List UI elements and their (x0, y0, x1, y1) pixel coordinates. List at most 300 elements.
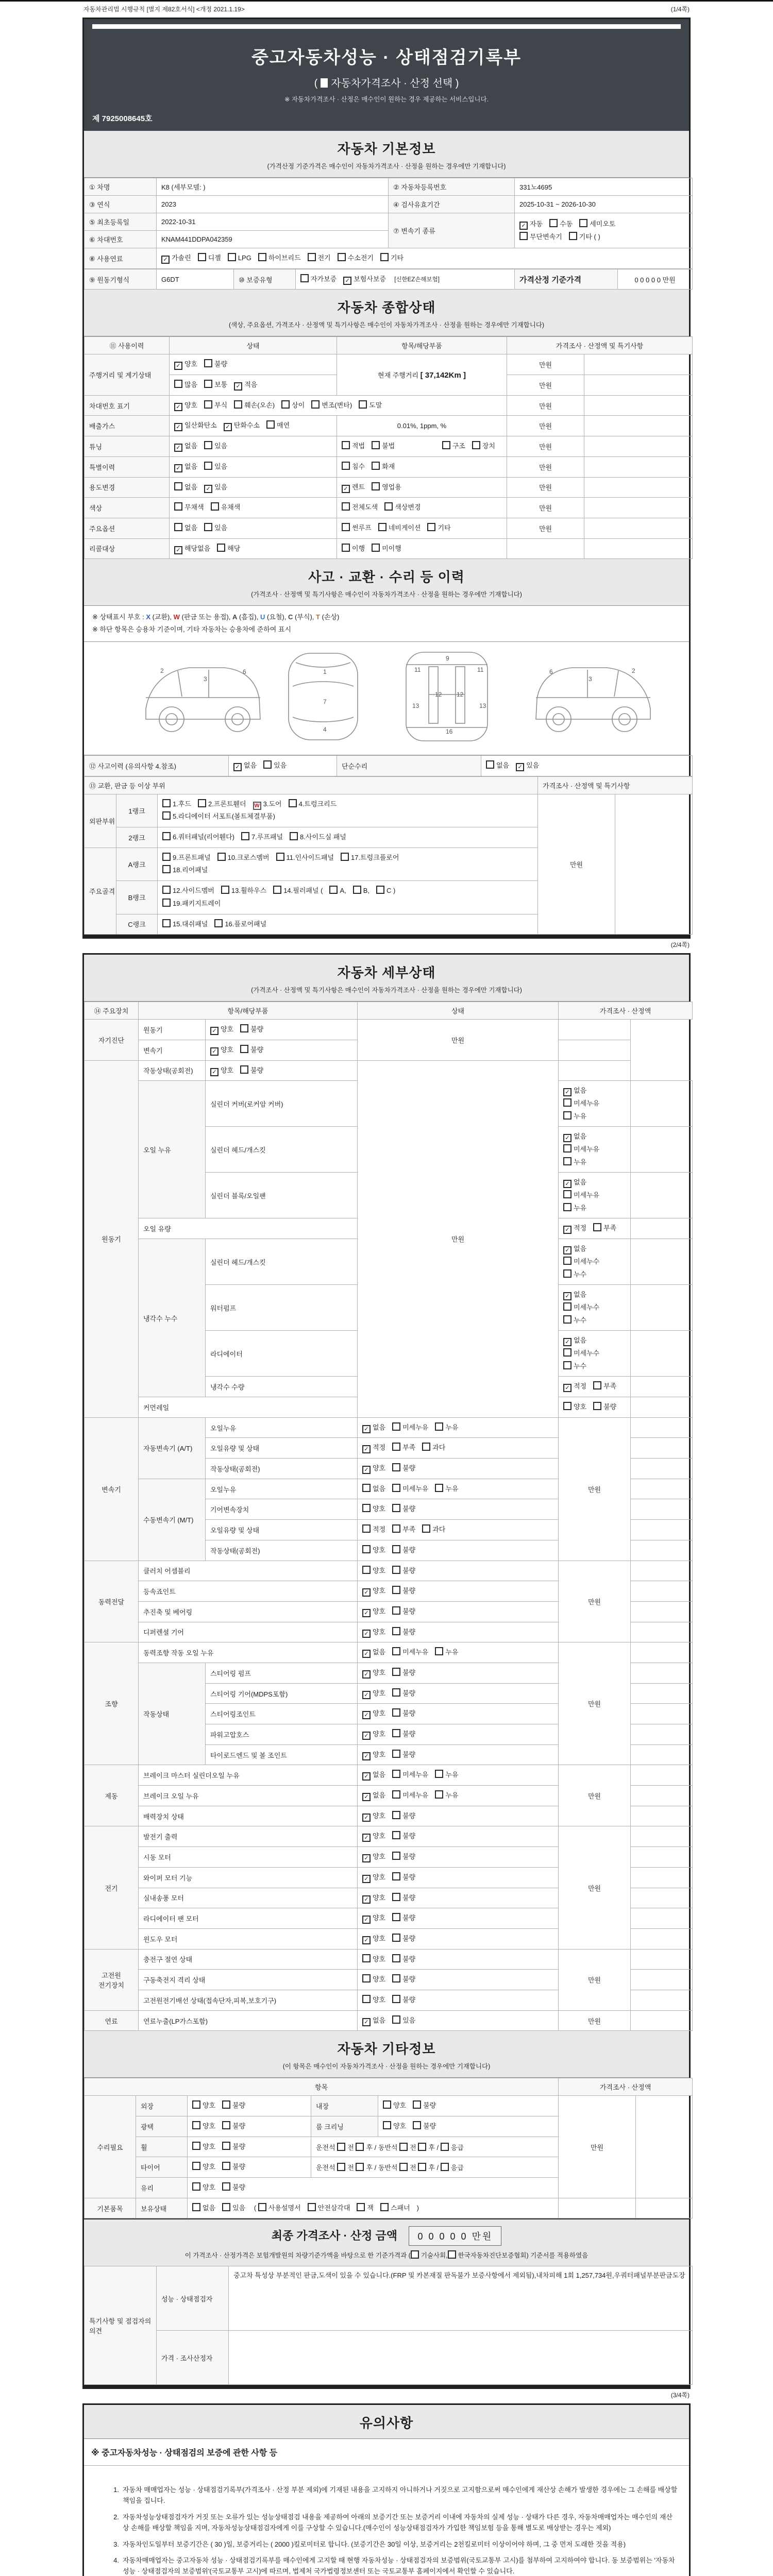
checkbox-option[interactable] (359, 399, 382, 412)
checkbox[interactable] (435, 1790, 443, 1799)
checkbox[interactable] (362, 1566, 371, 1574)
checkbox[interactable] (192, 2182, 200, 2191)
checkbox-option[interactable] (362, 1667, 385, 1680)
checkbox[interactable] (372, 441, 380, 449)
checkbox[interactable] (593, 1381, 601, 1389)
checkbox[interactable] (341, 853, 349, 861)
checkbox[interactable]: ✓ (343, 277, 351, 285)
checkbox[interactable] (563, 1269, 572, 1278)
checkbox-option[interactable] (442, 440, 465, 453)
checkbox-option[interactable] (362, 1892, 385, 1905)
checkbox-option[interactable] (593, 1380, 616, 1393)
checkbox[interactable] (342, 441, 350, 449)
checkbox-option[interactable] (563, 1301, 599, 1314)
checkbox-option[interactable] (563, 1084, 586, 1097)
checkbox[interactable] (392, 1729, 400, 1737)
checkbox[interactable]: ✓ (516, 763, 524, 771)
checkbox-option[interactable] (519, 218, 543, 231)
checkbox[interactable] (372, 482, 380, 490)
checkbox-option[interactable] (362, 1953, 385, 1966)
checkbox[interactable] (162, 853, 171, 861)
checkbox-option[interactable] (222, 2099, 245, 2112)
checkbox[interactable] (380, 2203, 389, 2211)
checkbox[interactable] (337, 2143, 345, 2151)
checkbox[interactable] (362, 1545, 371, 1553)
checkbox[interactable]: ✓ (362, 1425, 371, 1433)
checkbox-option[interactable] (222, 2120, 245, 2133)
checkbox[interactable] (519, 232, 528, 240)
checkbox[interactable] (427, 523, 435, 531)
checkbox[interactable] (472, 441, 480, 449)
checkbox[interactable] (174, 380, 182, 388)
checkbox[interactable] (359, 400, 367, 409)
checkbox-option[interactable] (308, 2202, 350, 2212)
checkbox-option[interactable] (362, 1503, 385, 1516)
checkbox-option[interactable] (240, 1044, 263, 1057)
checkbox-option[interactable] (362, 1994, 385, 2007)
checkbox-option[interactable] (392, 1565, 415, 1578)
checkbox-option[interactable] (392, 1421, 428, 1434)
checkbox[interactable] (399, 2163, 408, 2171)
checkbox[interactable]: ✓ (210, 1027, 219, 1035)
checkbox-option[interactable] (362, 1769, 385, 1782)
checkbox[interactable] (563, 1348, 572, 1357)
checkbox-option[interactable] (342, 522, 372, 535)
checkbox[interactable]: ✓ (362, 1936, 371, 1944)
checkbox[interactable]: ✓ (563, 1088, 572, 1096)
checkbox-option[interactable] (392, 1789, 428, 1802)
checkbox[interactable]: ✓ (362, 1650, 371, 1658)
checkbox-option[interactable] (174, 358, 197, 371)
checkbox[interactable] (273, 886, 281, 894)
checkbox[interactable] (569, 232, 577, 240)
checkbox-option[interactable] (384, 501, 421, 514)
checkbox-option[interactable] (204, 379, 227, 392)
checkbox-option[interactable] (211, 501, 241, 514)
checkbox[interactable] (392, 1811, 400, 1819)
checkbox-option[interactable] (204, 461, 227, 473)
checkbox[interactable]: ✓ (519, 222, 528, 230)
checkbox[interactable] (399, 2143, 408, 2151)
checkbox[interactable] (162, 919, 171, 927)
checkbox-option[interactable] (174, 399, 197, 412)
checkbox[interactable] (563, 1361, 572, 1369)
checkbox[interactable]: ✓ (362, 1854, 371, 1862)
checkbox[interactable]: ✓ (362, 1916, 371, 1924)
checkbox[interactable] (342, 502, 350, 511)
checkbox-option[interactable] (563, 1268, 586, 1281)
checkbox[interactable]: ✓ (563, 1226, 572, 1234)
checkbox[interactable] (392, 1524, 400, 1533)
checkbox-option[interactable] (362, 1585, 385, 1598)
checkbox-option[interactable] (563, 1156, 586, 1169)
checkbox-option[interactable] (162, 897, 221, 910)
checkbox-option[interactable] (222, 2141, 245, 2154)
checkbox[interactable]: ✓ (342, 485, 350, 493)
checkbox-option[interactable] (281, 399, 305, 412)
checkbox[interactable] (422, 1524, 430, 1533)
checkbox[interactable] (392, 1668, 400, 1676)
checkbox-option[interactable] (174, 543, 210, 555)
checkbox[interactable] (563, 1402, 572, 1410)
checkbox-option[interactable] (362, 1707, 385, 1720)
checkbox[interactable] (174, 502, 182, 511)
checkbox[interactable]: ✓ (362, 1691, 371, 1699)
checkbox[interactable] (563, 1157, 572, 1165)
checkbox-option[interactable] (253, 798, 282, 811)
checkbox[interactable] (362, 1504, 371, 1512)
checkbox[interactable] (204, 462, 212, 470)
checkbox-option[interactable] (210, 1023, 233, 1036)
checkbox[interactable] (383, 2100, 391, 2109)
checkbox[interactable] (342, 462, 350, 470)
checkbox[interactable] (204, 380, 212, 388)
checkbox[interactable] (308, 2203, 316, 2211)
checkbox-option[interactable] (372, 461, 395, 473)
checkbox-option[interactable] (308, 252, 331, 265)
checkbox[interactable] (563, 1315, 572, 1324)
checkbox-option[interactable] (392, 1544, 415, 1557)
checkbox-option[interactable] (579, 218, 615, 231)
checkbox-option[interactable] (362, 1810, 385, 1823)
checkbox-option[interactable] (192, 2161, 215, 2174)
checkbox-option[interactable] (380, 252, 404, 265)
checkbox[interactable]: ✓ (362, 1609, 371, 1617)
checkbox-option[interactable] (392, 1851, 415, 1863)
checkbox-option[interactable] (258, 252, 301, 265)
checkbox[interactable] (204, 400, 212, 409)
checkbox[interactable] (486, 760, 494, 769)
checkbox-option[interactable] (362, 1442, 385, 1454)
checkbox-option[interactable] (486, 759, 509, 772)
checkbox[interactable]: ✓ (563, 1338, 572, 1346)
checkbox-option[interactable] (240, 1023, 263, 1036)
checkbox-option[interactable] (343, 273, 386, 286)
checkbox-option[interactable] (329, 885, 346, 897)
checkbox-option[interactable] (563, 1360, 586, 1373)
checkbox-option[interactable] (380, 2202, 410, 2212)
checkbox[interactable] (241, 832, 249, 840)
checkbox[interactable] (383, 2121, 391, 2129)
checkbox-option[interactable] (240, 1064, 263, 1077)
checkbox[interactable] (392, 1647, 400, 1655)
checkbox-option[interactable] (593, 1222, 616, 1235)
checkbox-option[interactable] (162, 810, 275, 823)
checkbox-option[interactable] (362, 1851, 385, 1863)
checkbox-option[interactable] (234, 399, 275, 412)
checkbox-option[interactable] (174, 481, 197, 494)
checkbox[interactable] (392, 1852, 400, 1860)
checkbox-option[interactable] (362, 1973, 385, 1986)
checkbox-option[interactable] (353, 885, 369, 897)
checkbox[interactable] (211, 502, 219, 511)
checkbox[interactable] (376, 886, 384, 894)
checkbox-option[interactable] (362, 1871, 385, 1884)
checkbox-option[interactable] (392, 1442, 415, 1454)
checkbox-option[interactable] (362, 1749, 385, 1761)
checkbox-option[interactable] (362, 1523, 385, 1536)
checkbox[interactable] (392, 1586, 400, 1594)
checkbox[interactable] (198, 799, 206, 807)
checkbox[interactable]: ✓ (362, 1445, 371, 1453)
checkbox-option[interactable] (273, 885, 323, 897)
checkbox[interactable] (579, 219, 587, 227)
checkbox-option[interactable] (162, 798, 191, 811)
checkbox-option[interactable] (422, 1523, 445, 1536)
checkbox[interactable] (204, 523, 212, 531)
checkbox[interactable] (362, 1974, 371, 1982)
checkbox-option[interactable] (563, 1314, 586, 1327)
checkbox[interactable] (563, 1257, 572, 1265)
checkbox[interactable]: ✓ (362, 1895, 371, 1904)
checkbox[interactable] (392, 1566, 400, 1574)
checkbox-option[interactable] (563, 1334, 586, 1347)
checkbox-option[interactable] (362, 1565, 385, 1578)
checkbox-option[interactable] (392, 1707, 415, 1720)
checkbox[interactable] (392, 1770, 400, 1778)
checkbox-option[interactable] (174, 522, 197, 535)
checkbox-option[interactable] (392, 1933, 415, 1945)
checkbox-option[interactable] (563, 1202, 586, 1215)
checkbox[interactable] (228, 253, 236, 261)
checkbox-option[interactable] (222, 2161, 245, 2174)
checkbox[interactable] (392, 1708, 400, 1717)
checkbox[interactable]: ✓ (161, 256, 170, 264)
checkbox[interactable] (392, 1750, 400, 1758)
checkbox[interactable] (435, 1422, 443, 1431)
checkbox[interactable] (563, 1190, 572, 1198)
checkbox[interactable] (198, 253, 206, 261)
checkbox[interactable] (392, 1606, 400, 1615)
checkbox-option[interactable] (210, 1044, 233, 1057)
checkbox[interactable] (222, 2142, 230, 2150)
checkbox[interactable] (353, 886, 361, 894)
checkbox-option[interactable] (372, 481, 401, 494)
checkbox[interactable] (357, 2203, 365, 2211)
checkbox[interactable] (362, 1995, 371, 2003)
checkbox[interactable] (342, 544, 350, 552)
checkbox-option[interactable] (174, 501, 204, 514)
checkbox-option[interactable] (392, 1667, 415, 1680)
checkbox[interactable]: ✓ (174, 362, 182, 370)
checkbox-option[interactable] (516, 759, 539, 772)
checkbox[interactable] (300, 274, 309, 282)
checkbox[interactable] (392, 1893, 400, 1901)
checkbox-option[interactable] (519, 231, 562, 244)
checkbox[interactable] (413, 2121, 421, 2129)
checkbox-option[interactable] (362, 1933, 385, 1945)
checkbox-option[interactable] (362, 1687, 385, 1700)
checkbox[interactable] (563, 1302, 572, 1311)
checkbox[interactable] (217, 853, 226, 861)
checkbox-option[interactable] (192, 2099, 215, 2112)
checkbox[interactable] (162, 865, 171, 873)
checkbox[interactable] (162, 899, 171, 907)
checkbox-option[interactable] (378, 522, 421, 535)
checkbox[interactable] (384, 502, 393, 511)
checkbox-option[interactable] (435, 1646, 458, 1659)
checkbox[interactable] (266, 420, 275, 429)
checkbox-option[interactable] (222, 2181, 245, 2194)
checkbox[interactable]: ✓ (563, 1292, 572, 1300)
checkbox-option[interactable] (435, 1421, 458, 1434)
checkbox[interactable] (392, 1688, 400, 1697)
checkbox-option[interactable] (563, 1110, 586, 1123)
checkbox-option[interactable] (222, 2202, 245, 2215)
checkbox[interactable] (442, 441, 450, 449)
checkbox[interactable] (372, 544, 380, 552)
checkbox-option[interactable] (161, 252, 191, 265)
checkbox[interactable]: ✓ (362, 1588, 371, 1597)
checkbox-option[interactable] (289, 798, 337, 811)
checkbox[interactable]: ✓ (174, 423, 182, 431)
checkbox-option[interactable] (563, 1380, 586, 1393)
checkbox-option[interactable] (392, 1646, 428, 1659)
checkbox[interactable] (413, 2100, 421, 2109)
checkbox-option[interactable] (563, 1243, 586, 1256)
checkbox-option[interactable] (435, 1769, 458, 1782)
checkbox[interactable] (192, 2142, 200, 2150)
checkbox[interactable] (418, 2163, 426, 2171)
checkbox-option[interactable] (563, 1222, 586, 1235)
checkbox[interactable] (563, 1098, 572, 1107)
checkbox-option[interactable] (422, 1442, 445, 1454)
checkbox[interactable] (192, 2100, 200, 2109)
checkbox[interactable] (338, 253, 346, 261)
checkbox-option[interactable] (362, 1483, 385, 1496)
checkbox[interactable]: ✓ (362, 1814, 371, 1822)
checkbox[interactable] (258, 2203, 266, 2211)
checkbox-option[interactable] (563, 1256, 599, 1268)
checkbox-option[interactable] (192, 2120, 215, 2133)
checkbox[interactable]: ✓ (362, 1834, 371, 1842)
checkbox-option[interactable] (362, 1421, 385, 1434)
checkbox[interactable] (162, 811, 171, 820)
checkbox-option[interactable] (362, 1544, 385, 1557)
checkbox[interactable] (214, 919, 223, 927)
checkbox-option[interactable] (392, 1503, 415, 1516)
checkbox[interactable] (240, 1045, 248, 1053)
checkbox-option[interactable] (372, 543, 401, 555)
checkbox-option[interactable] (342, 461, 365, 473)
checkbox[interactable] (240, 1065, 248, 1074)
checkbox[interactable] (329, 886, 338, 894)
checkbox-option[interactable] (357, 2202, 374, 2212)
checkbox-option[interactable] (376, 885, 395, 897)
checkbox[interactable] (418, 2143, 426, 2151)
checkbox[interactable] (174, 482, 182, 490)
checkbox-option[interactable] (233, 759, 257, 772)
checkbox[interactable]: ✓ (210, 1047, 219, 1056)
checkbox-option[interactable] (427, 522, 450, 535)
checkbox[interactable] (222, 2121, 230, 2129)
checkbox[interactable] (392, 1627, 400, 1635)
checkbox[interactable] (392, 1443, 400, 1451)
checkbox-option[interactable] (241, 831, 283, 844)
checkbox-option[interactable] (362, 1789, 385, 1802)
checkbox[interactable] (392, 1484, 400, 1492)
checkbox[interactable] (392, 1954, 400, 1962)
checkbox-option[interactable] (372, 440, 395, 453)
checkbox[interactable]: ✓ (210, 1068, 219, 1076)
checkbox[interactable] (593, 1223, 601, 1231)
checkbox[interactable] (362, 1484, 371, 1492)
checkbox-option[interactable] (383, 2120, 406, 2133)
checkbox[interactable] (362, 1954, 371, 1962)
checkbox-option[interactable] (563, 1401, 586, 1414)
checkbox-option[interactable] (392, 1483, 428, 1496)
checkbox-option[interactable] (204, 481, 227, 494)
checkbox-option[interactable] (563, 1130, 586, 1143)
checkbox[interactable] (441, 2163, 449, 2171)
checkbox-option[interactable] (342, 501, 378, 514)
checkbox-option[interactable] (263, 759, 287, 772)
checkbox[interactable]: ✓ (233, 763, 242, 771)
checkbox[interactable] (435, 1647, 443, 1655)
checkbox[interactable] (162, 832, 171, 840)
checkbox[interactable]: ✓ (563, 1180, 572, 1188)
checkbox[interactable] (192, 2121, 200, 2129)
checkbox[interactable] (392, 1995, 400, 2003)
checkbox[interactable]: ✓ (362, 1711, 371, 1719)
checkbox-option[interactable] (362, 1462, 385, 1475)
checkbox-option[interactable] (362, 1605, 385, 1618)
checkbox[interactable] (378, 523, 386, 531)
checkbox-option[interactable] (162, 885, 214, 897)
checkbox-option[interactable] (276, 852, 334, 865)
checkbox-option[interactable] (162, 831, 234, 844)
checkbox[interactable]: ✓ (563, 1384, 572, 1392)
checkbox[interactable] (192, 2203, 200, 2211)
checkbox[interactable]: ✓ (224, 423, 232, 431)
checkbox-option[interactable] (192, 2202, 215, 2215)
checkbox[interactable] (281, 400, 290, 409)
checkbox[interactable] (392, 1872, 400, 1880)
checkbox[interactable] (563, 1111, 572, 1120)
checkbox-option[interactable] (362, 1912, 385, 1925)
checkbox-option[interactable] (392, 1830, 415, 1843)
checkbox[interactable]: ✓ (362, 1670, 371, 1679)
checkbox[interactable]: ✓ (362, 1793, 371, 1801)
checkbox[interactable] (435, 1770, 443, 1778)
checkbox[interactable] (222, 2162, 230, 2170)
checkbox-option[interactable] (174, 461, 197, 473)
checkbox[interactable] (392, 1545, 400, 1553)
checkbox[interactable]: ✓ (362, 1732, 371, 1740)
checkbox[interactable] (372, 462, 380, 470)
checkbox-option[interactable] (258, 2202, 301, 2212)
checkbox[interactable] (240, 1024, 248, 1032)
checkbox[interactable] (276, 853, 284, 861)
checkbox[interactable] (356, 2163, 364, 2171)
checkbox[interactable] (222, 2100, 230, 2109)
checkbox[interactable] (392, 1934, 400, 1942)
checkbox[interactable] (290, 832, 298, 840)
checkbox-option[interactable] (224, 419, 260, 432)
checkbox[interactable]: ✓ (174, 546, 182, 554)
checkbox-option[interactable] (472, 440, 495, 453)
checkbox[interactable] (392, 1504, 400, 1512)
checkbox-option[interactable] (392, 1523, 415, 1536)
checkbox-option[interactable] (563, 1097, 599, 1110)
checkbox[interactable] (593, 1402, 601, 1410)
checkbox-option[interactable] (392, 1687, 415, 1700)
checkbox-option[interactable] (435, 1483, 458, 1496)
checkbox-option[interactable] (217, 852, 270, 865)
checkbox-option[interactable] (362, 1626, 385, 1639)
checkbox[interactable] (234, 400, 242, 409)
checkbox-option[interactable] (217, 543, 240, 555)
